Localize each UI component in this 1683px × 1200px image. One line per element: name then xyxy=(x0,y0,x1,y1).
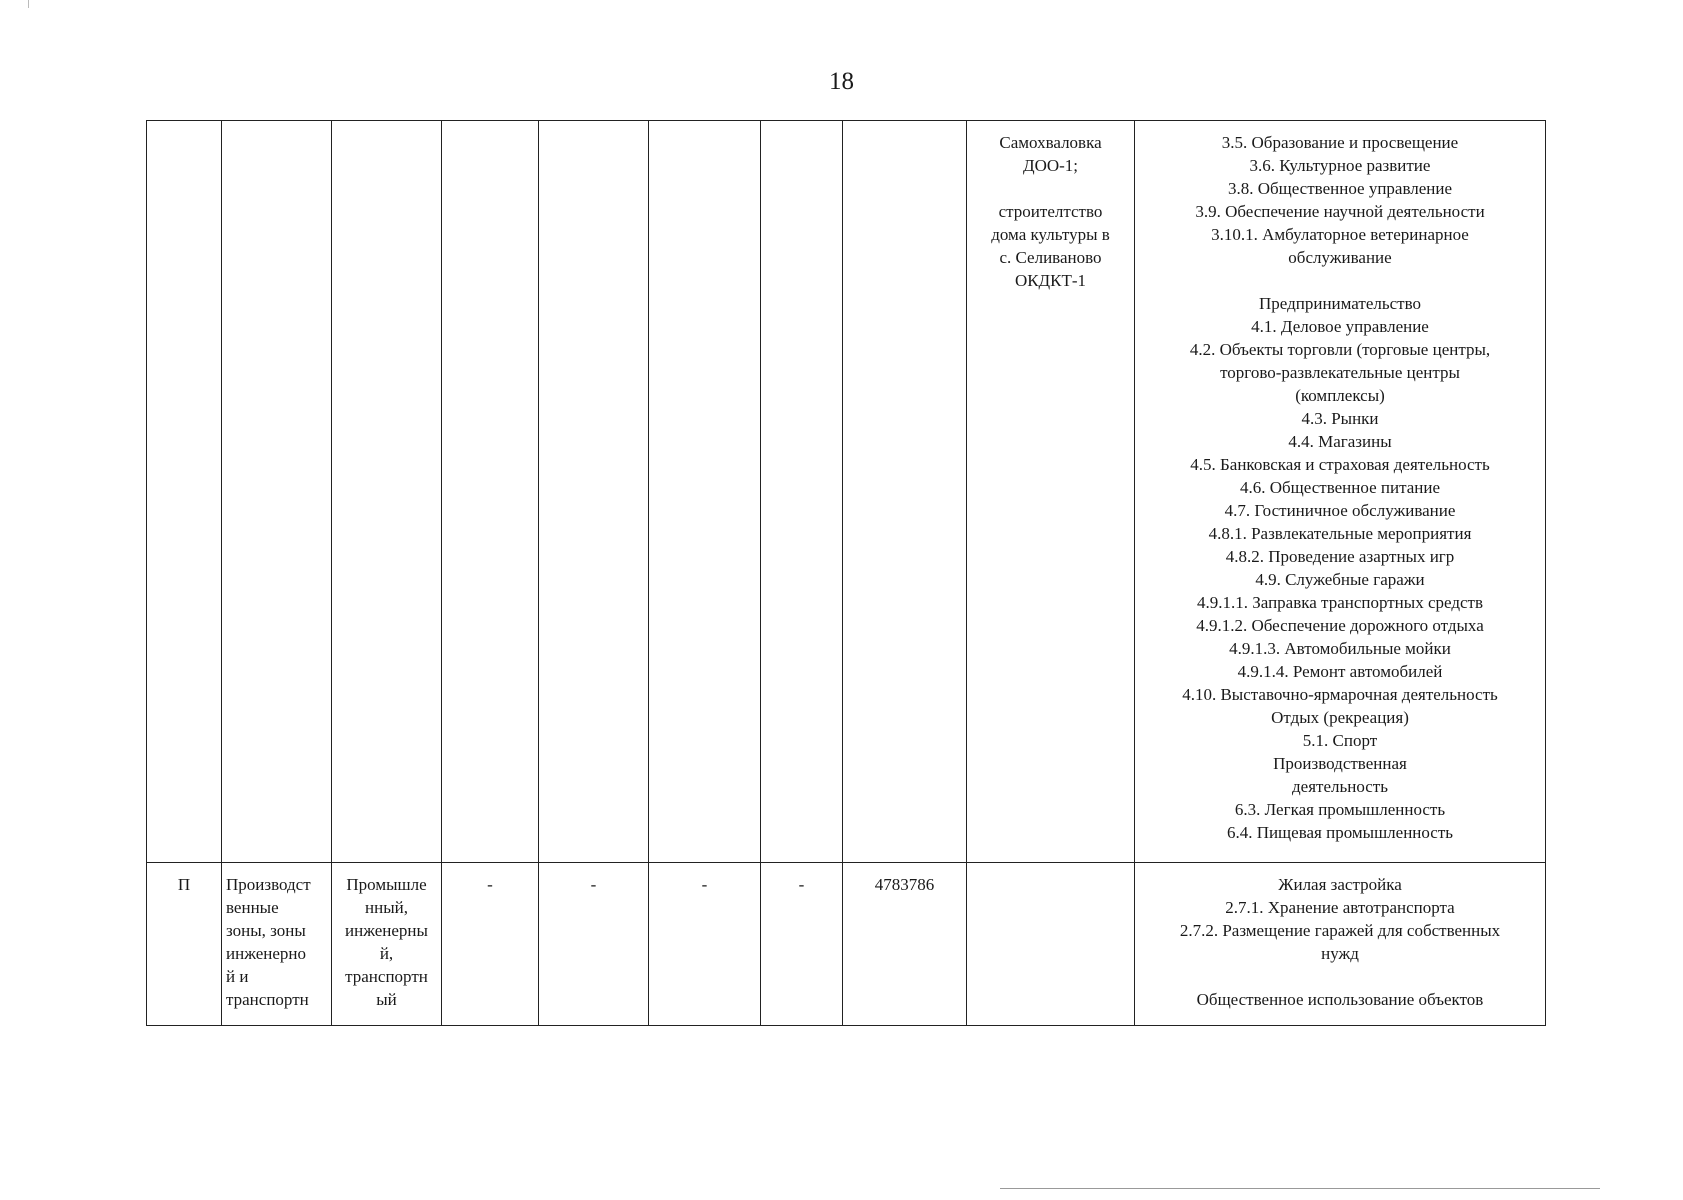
text-line: транспортн xyxy=(345,967,428,986)
text-line: деятельность xyxy=(1292,777,1388,796)
text-line: 4.9.1.4. Ремонт автомобилей xyxy=(1237,662,1443,681)
text-line: нный, xyxy=(365,898,408,917)
text-line: ДОО-1; xyxy=(1022,156,1079,175)
text-line: дома культуры в xyxy=(991,225,1110,244)
cell-planned-objects xyxy=(967,121,1135,863)
zone-code: П xyxy=(177,875,191,894)
text-line: ый xyxy=(376,990,397,1009)
zones-table xyxy=(146,120,1546,1026)
scan-edge-mark xyxy=(28,0,29,8)
cell-col7 xyxy=(761,121,843,863)
cell-code xyxy=(147,863,222,1026)
cell-col4 xyxy=(442,863,539,1026)
zone-type-lines xyxy=(336,873,437,1011)
text-line: 4.1. Деловое управление xyxy=(1251,317,1429,336)
text-line: ОКДКТ-1 xyxy=(1014,271,1087,290)
text-line: 4.3. Рынки xyxy=(1301,409,1379,428)
text-line: 4.9.1.1. Заправка транспортных средств xyxy=(1197,593,1483,612)
text-line: 3.8. Общественное управление xyxy=(1227,179,1453,198)
cell-col6 xyxy=(649,863,761,1026)
text-line: 4.10. Выставочно-ярмарочная деятельность xyxy=(1182,685,1498,704)
cell-zone-name xyxy=(222,863,332,1026)
uses-lines xyxy=(1139,131,1541,844)
text-line: 4.8.2. Проведение азартных игр xyxy=(1225,547,1455,566)
text-line: й, xyxy=(379,944,394,963)
text-line: Предпринимательство xyxy=(1259,294,1421,313)
text-line: зоны, зоны xyxy=(226,921,306,940)
uses-lines xyxy=(1139,873,1541,1011)
text-line: Производст xyxy=(226,875,311,894)
scan-artifact-line xyxy=(1000,1188,1600,1189)
text-line: обслуживание xyxy=(1288,248,1392,267)
text-line: Промышле xyxy=(346,875,427,894)
cell-col6 xyxy=(649,121,761,863)
text-line: инженерно xyxy=(226,944,307,963)
text-line: 4.8.1. Развлекательные мероприятия xyxy=(1208,524,1472,543)
text-line: 6.4. Пищевая промышленность xyxy=(1226,823,1454,842)
text-line: 6.3. Легкая промышленность xyxy=(1234,800,1446,819)
cell-col5 xyxy=(539,863,649,1026)
cell-code xyxy=(147,121,222,863)
blank-line xyxy=(1139,965,1541,988)
text-line: 4.5. Банковская и страховая деятельность xyxy=(1190,455,1490,474)
text-line: 4.9.1.2. Обеспечение дорожного отдыха xyxy=(1196,616,1484,635)
text-line: 3.9. Обеспечение научной деятельности xyxy=(1195,202,1485,221)
text-line: Производственная xyxy=(1273,754,1407,773)
text-line: 4.9. Служебные гаражи xyxy=(1255,570,1425,589)
text-line: Самохваловка xyxy=(999,133,1102,152)
dash: - xyxy=(487,875,493,894)
table-row xyxy=(147,863,1546,1026)
cell-col4 xyxy=(442,121,539,863)
text-line: Отдых (рекреация) xyxy=(1271,708,1409,727)
cell-zone-name xyxy=(222,121,332,863)
dash: - xyxy=(798,875,805,894)
cell-planned-objects xyxy=(967,863,1135,1026)
text-line: 4.9.1.3. Автомобильные мойки xyxy=(1229,639,1451,658)
text-line: Жилая застройка xyxy=(1278,875,1402,894)
text-line: нужд xyxy=(1321,944,1359,963)
text-line: 4.7. Гостиничное обслуживание xyxy=(1224,501,1456,520)
cell-permitted-uses xyxy=(1135,863,1546,1026)
cell-number xyxy=(843,121,967,863)
blank-line xyxy=(1139,269,1541,292)
object-lines xyxy=(971,131,1130,292)
cell-zone-type xyxy=(332,863,442,1026)
text-line: 3.10.1. Амбулаторное ветеринарное xyxy=(1211,225,1469,244)
page-number: 18 xyxy=(829,68,854,95)
text-line: (комплексы) xyxy=(1295,386,1385,405)
text-line: 4.6. Общественное питание xyxy=(1240,478,1440,497)
text-line: 5.1. Спорт xyxy=(1302,731,1378,750)
cell-permitted-uses xyxy=(1135,121,1546,863)
text-line: 4.4. Магазины xyxy=(1288,432,1392,451)
text-line: инженерны xyxy=(345,921,428,940)
dash: - xyxy=(701,875,708,894)
dash: - xyxy=(590,875,597,894)
cell-number xyxy=(843,863,967,1026)
text-line: й и xyxy=(226,967,249,986)
cell-col7 xyxy=(761,863,843,1026)
zone-name-lines xyxy=(226,873,327,1011)
blank-line xyxy=(971,177,1130,200)
cell-zone-type xyxy=(332,121,442,863)
area-number: 4783786 xyxy=(874,875,935,894)
text-line: 3.5. Образование и просвещение xyxy=(1221,133,1459,152)
text-line: 4.2. Объекты торговли (торговые центры, xyxy=(1189,340,1491,359)
text-line: венные xyxy=(226,898,279,917)
text-line: 2.7.2. Размещение гаражей для собственных xyxy=(1179,921,1501,940)
table-row xyxy=(147,121,1546,863)
text-line: торгово-развлекательные центры xyxy=(1220,363,1460,382)
text-line: Общественное использование объектов xyxy=(1196,990,1484,1009)
text-line: строителтство xyxy=(998,202,1103,221)
text-line: 2.7.1. Хранение автотранспорта xyxy=(1225,898,1455,917)
text-line: транспортн xyxy=(226,990,309,1009)
text-line: 3.6. Культурное развитие xyxy=(1249,156,1431,175)
text-line: с. Селиваново xyxy=(999,248,1102,267)
cell-col5 xyxy=(539,121,649,863)
